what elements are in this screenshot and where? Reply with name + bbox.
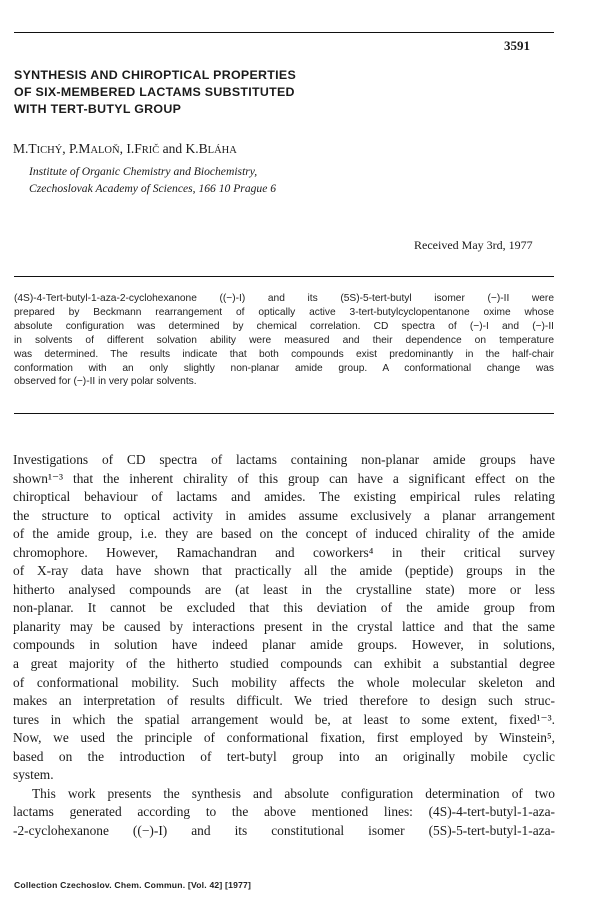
title-line-3: WITH TERT-BUTYL GROUP — [14, 102, 182, 116]
body-line: lactams generated according to the above mentioned lines: (4S)-4-tert-butyl-1-aza- — [13, 804, 555, 820]
title-line-2: OF SIX-MEMBERED LACTAMS SUBSTITUTED — [14, 85, 295, 99]
abstract-rule-bottom — [14, 413, 554, 414]
body-line: of X-ray data have shown that practically all the amide (peptide) groups in the — [13, 563, 555, 579]
body-line: of the amide group, i.e. they are based on the concept of induced chirality of the amide — [13, 526, 555, 542]
title-line-1: SYNTHESIS AND CHIROPTICAL PROPERTIES — [14, 68, 297, 82]
body-line: non-planar. It cannot be excluded that this deviation of the amide group from — [13, 600, 555, 616]
abstract-line: (4S)-4-Tert-butyl-1-aza-2-cyclohexanone ((−)-I) and its (5S)-5-tert-butyl isomer (−)-II were — [14, 293, 554, 304]
affiliation-line-2: Czechoslovak Academy of Sciences, 166 10 Prague 6 — [29, 182, 277, 195]
abstract-line: conformation with an only slightly non-planar amide group. A conformational change was — [14, 362, 554, 374]
affiliation-line-1: Institute of Organic Chemistry and Biochemistry, — [29, 165, 258, 178]
author-2: P.MALOŇ — [69, 141, 120, 156]
received-date: Received May 3rd, 1977 — [414, 238, 533, 252]
article-title — [14, 67, 534, 118]
body-line: -2-cyclohexanone ((−)-I) and its constitutional isomer (5S)-5-tert-butyl-1-aza- — [13, 822, 555, 838]
body-text — [13, 451, 555, 840]
abstract — [14, 292, 554, 389]
body-line: shown¹⁻³ that the inherent chirality of this group can have a significant effect on the — [13, 470, 555, 486]
body-line: Investigations of CD spectra of lactams containing non-planar amide groups have — [13, 452, 555, 467]
abstract-line: observed for (−)-II in very polar solvents. — [14, 376, 197, 388]
page-number: 3591 — [504, 38, 530, 53]
body-line: system. — [13, 767, 54, 783]
abstract-line: was determined. The results indicate that both compounds exist predominantly in the half-chair — [14, 348, 554, 360]
author-4: K.BLÁHA — [185, 141, 237, 156]
abstract-line: in solvents of different solvation ability were measured and their dependence on temperature — [14, 334, 554, 346]
body-line: based on the introduction of tert-butyl group into an originally mobile cyclic — [13, 748, 555, 764]
body-line: compounds in solution have indeed planar amide groups. However, in solutions, — [13, 637, 555, 653]
author-1: M.TICHÝ — [13, 141, 63, 156]
journal-footer: Collection Czechoslov. Chem. Commun. [Vol. 42] [1977] — [14, 880, 252, 890]
abstract-line: absolute configuration was determined by chemical correlation. CD spectra of (−)-I and (−)-II — [14, 320, 554, 332]
affiliation — [29, 163, 276, 197]
body-line: makes an interpretation of results difficult. We tried therefore to design such struc- — [13, 693, 555, 709]
body-line: chiroptical behaviour of lactams and amides. The existing empirical rules relating — [13, 489, 555, 505]
body-line: the structure to optical activity in amides assume exclusively a planar arrangement — [13, 507, 555, 523]
author-list: M.TICHÝ, P.MALOŇ, I.FRIČ and K.BLÁHA — [13, 141, 237, 156]
author-3: I.FRIČ — [126, 141, 160, 156]
body-line: tures in which the spatial arrangement would be, at least to some extent, fixed¹⁻³. — [13, 711, 555, 727]
body-line: Now, we used the principle of conformational fixation, first employed by Winstein⁵, — [13, 730, 555, 746]
body-line: hitherto analysed compounds are (at least in the crystalline state) more or less — [13, 581, 555, 597]
body-line: This work presents the synthesis and absolute configuration determination of two — [32, 785, 555, 801]
body-line: of conformational mobility. Such mobility affects the whole molecular skeleton and — [13, 674, 555, 690]
body-line: a great majority of the hitherto studied compounds can exhibit a substantial degree — [13, 656, 555, 672]
abstract-line: prepared by Beckmann rearrangement of optically active 3-tert-butylcyclopentanone oxime whose — [14, 306, 554, 318]
header-rule — [14, 32, 554, 33]
abstract-rule-top — [14, 276, 554, 277]
body-line: planarity may be caused by interactions present in the crystal lattice and that the same — [13, 618, 555, 634]
body-line: chromophore. However, Ramachandran and coworkers⁴ in their critical survey — [13, 544, 555, 560]
